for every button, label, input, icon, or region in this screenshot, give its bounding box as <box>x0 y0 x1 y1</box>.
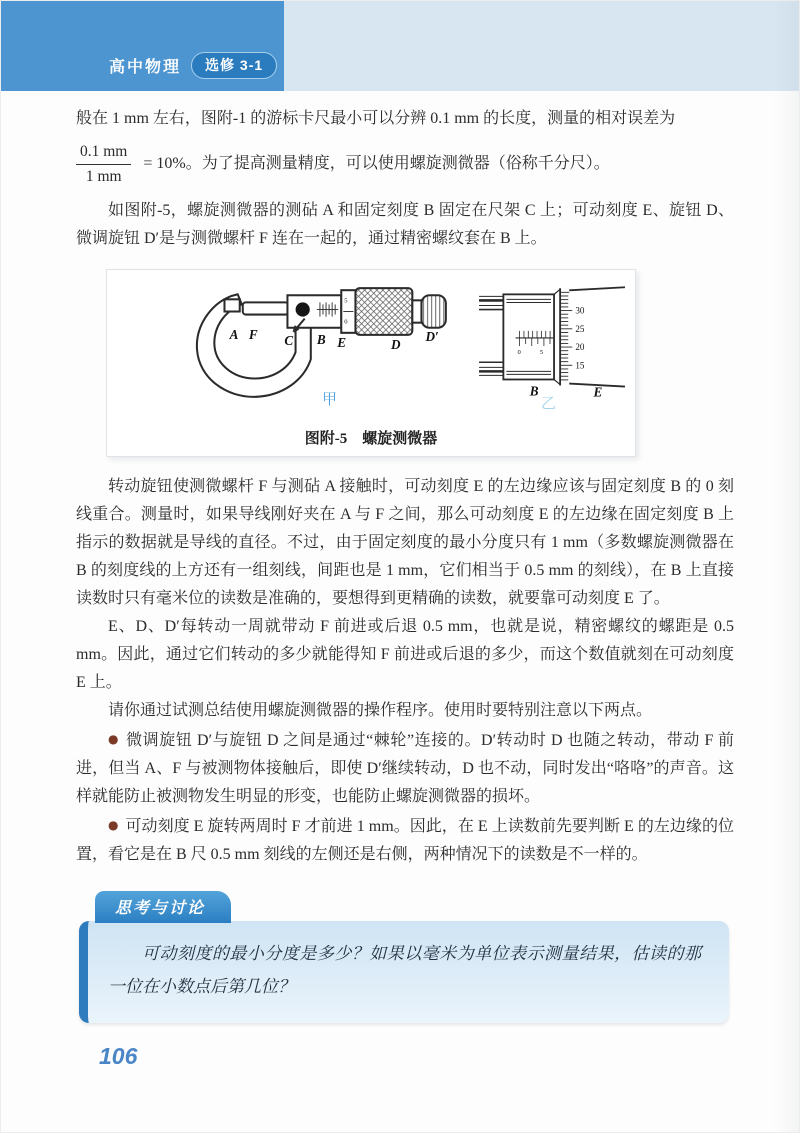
bullet-item-2 <box>76 811 734 869</box>
svg-text:E: E <box>337 335 346 351</box>
bullet-text-2: 可动刻度 E 旋转两周时 F 才前进 1 mm。因此，在 E 上读数前先要判断 E 的左边缘的位置，看它是在 B 尺 0.5 mm 刻线的左侧还是右侧，两种情况下的读数是不一样的。 <box>76 818 734 863</box>
svg-text:0: 0 <box>517 349 521 357</box>
svg-text:A: A <box>229 326 239 342</box>
svg-text:D′: D′ <box>425 328 439 344</box>
body-paragraph-3: 请你通过试测总结使用螺旋测微器的操作程序。使用时要特别注意以下两点。 <box>108 702 653 719</box>
fine-knob-shape <box>421 295 445 327</box>
think-discuss-tab: 思考与讨论 <box>95 891 231 923</box>
scale-detail-diagram <box>475 282 627 404</box>
svg-text:D: D <box>391 337 401 353</box>
svg-text:25: 25 <box>575 323 585 334</box>
svg-text:B: B <box>316 332 326 347</box>
fraction-numerator: 0.1 mm <box>76 141 131 165</box>
header-title-row <box>109 52 277 79</box>
body-paragraph-2: E、D、D′每转动一周就带动 F 前进或后退 0.5 mm，也就是说，精密螺纹的螺距是 0.5 mm。因此，通过它们转动的多少就能得知 F 前进或后退的多少，而这个数值就刻在可动刻度 E 上。 <box>76 618 734 691</box>
svg-text:F: F <box>248 326 258 342</box>
intro-paragraph: 如图附-5，螺旋测微器的测砧 A 和固定刻度 B 固定在尺架 C 上；可动刻度 E、旋钮 D、微调旋钮 D′是与测微螺杆 F 连在一起的，通过精密螺纹套在 B 上。 <box>76 202 734 247</box>
anvil-shape <box>224 299 239 311</box>
figure-sublabel-jia: 甲 <box>322 391 338 408</box>
course-title: 高中物理 <box>109 59 182 76</box>
figure-sublabel-yi: 乙 <box>541 395 557 412</box>
ratchet-shape <box>355 288 412 335</box>
spindle-shape <box>243 302 289 314</box>
lock-dot <box>296 302 310 316</box>
figure-box <box>106 269 636 457</box>
svg-text:5: 5 <box>539 349 544 357</box>
figure-caption: 图附-5 螺旋测微器 <box>304 431 438 447</box>
body-section <box>76 473 734 869</box>
bullet-icon: ● <box>108 732 120 746</box>
think-discuss-text: 可动刻度的最小分度是多少？如果以毫米为单位表示测量结果，估读的那一位在小数点后第几位？ <box>108 944 701 996</box>
bullet-icon: ● <box>108 818 119 832</box>
intro-line: 般在 1 mm 左右，图附-1 的游标卡尺最小可以分辨 0.1 mm 的长度，测量的相对误差为 <box>76 110 676 127</box>
svg-text:20: 20 <box>575 342 585 353</box>
relative-error-formula <box>76 138 734 190</box>
page-number: 106 <box>99 1043 138 1069</box>
neck-shape <box>412 300 421 322</box>
think-discuss-box <box>79 891 729 1023</box>
intro-section <box>76 105 734 253</box>
think-discuss-body <box>79 921 729 1023</box>
fraction <box>76 141 131 188</box>
bullet-item-1 <box>76 725 734 811</box>
page-header <box>1 1 799 91</box>
formula-text: = 10%。为了提高测量精度，可以使用螺旋测微器（俗称千分尺）。 <box>143 155 610 172</box>
svg-text:B: B <box>529 383 539 399</box>
svg-text:E: E <box>593 384 603 400</box>
bullet-text-1: 微调旋钮 D′与旋钮 D 之间是通过“棘轮”连接的。D′转动时 D 也随之转动，带动 F 前进，但当 A、F 与被测物体接触后，即使 D′继续转动，D 也不动，同时发出“咯咯”的声音。这样就能防止被测物发生明显的形变，也能防止螺旋测微器的损坏。 <box>76 732 734 805</box>
svg-text:0: 0 <box>344 318 348 326</box>
sleeve-shape <box>287 295 341 327</box>
svg-text:15: 15 <box>575 360 585 371</box>
svg-text:5: 5 <box>344 297 348 305</box>
fraction-denominator: 1 mm <box>85 167 122 185</box>
header-light-band <box>284 1 799 91</box>
body-paragraph-1: 转动旋钮使测微螺杆 F 与测砧 A 接触时，可动刻度 E 的左边缘应该与固定刻度 B 的 0 刻线重合。测量时，如果导线刚好夹在 A 与 F 之间，那么可动刻度 E 的左边缘在固定刻度 B 上指示的数据就是导线的直径。不过，由于固定刻度的最小分度只有 1 mm（多数螺旋测微器在 B 的刻度线的上方还有一组刻线，间距也是 1 mm，它们相当于 0.5 mm 的刻线），在 B 上直接读数时只有毫米位的读数是准确的，要想得到更精确的读数，就要靠可动刻度 E 了。 <box>76 478 734 607</box>
svg-text:C: C <box>284 333 294 349</box>
edition-badge: 选修 3-1 <box>191 52 277 79</box>
svg-text:30: 30 <box>575 305 585 316</box>
